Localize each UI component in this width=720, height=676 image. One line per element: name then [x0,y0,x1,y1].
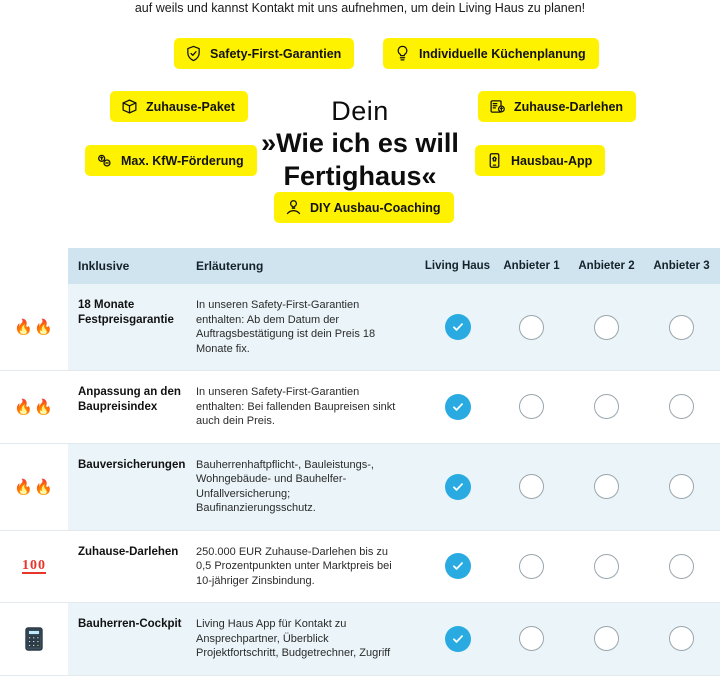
table-row [0,603,720,676]
anbieter-1-empty-circle [519,474,544,499]
table-row [0,444,720,531]
row-title-line-2: Festpreisgarantie [78,314,174,326]
anbieter-1-empty-circle [519,554,544,579]
row-title-line-1: Zuhause-Darlehen [78,545,179,558]
anbieter-3-empty-circle [669,394,694,419]
bank-coin-icon [489,98,506,115]
chip-label: Hausbau-App [511,153,593,168]
header-erlaeuterung: Erläuterung [196,259,264,273]
anbieter-2-empty-circle [594,626,619,651]
calculator-icon [25,627,43,651]
row-description: Bauherrenhaftpflicht-, Bauleistungs-, Wohngebäude- und Bauhelfer-Unfallversicherung; Baufinanzierungsschutz. [196,458,374,514]
header-anbieter-1: Anbieter 1 [503,260,560,272]
chip-label: Safety-First-Garantien [210,46,342,61]
row-title-line-1: Bauherren-Cockpit [78,618,182,630]
row-marker-icon: 🔥🔥 [0,444,68,530]
chip-label: Zuhause-Darlehen [514,99,624,114]
living-haus-check-icon [445,626,471,652]
chip-individuelle-kuechenplanung[interactable] [383,38,599,69]
intro-text: auf weils und kannst Kontakt mit uns aufnehmen, um dein Living Haus zu planen! [134,1,586,15]
hero-title-line-3: Fertighaus« [283,161,437,191]
chip-diy-ausbau-coaching[interactable] [274,192,454,223]
row-marker-icon: 🔥🔥 [0,284,68,370]
row-marker-icon [0,603,68,675]
anbieter-2-empty-circle [594,554,619,579]
smartphone-icon [486,152,503,169]
shield-check-icon [185,45,202,62]
anbieter-2-empty-circle [594,474,619,499]
row-description: Living Haus App für Kontakt zu Ansprechpartner, Überblick Projektfortschritt, Budgetrechner, Zugriff [196,618,391,659]
anbieter-3-empty-circle [669,315,694,340]
comparison-table [0,248,720,676]
table-row [0,371,720,444]
header-anbieter-2: Anbieter 2 [578,260,635,272]
hero-title-line-1: Dein [331,96,389,126]
chip-hausbau-app[interactable] [475,145,605,176]
living-haus-check-icon [445,314,471,340]
hero-section [0,20,720,235]
table-row [0,284,720,371]
header-inklusive: Inklusive [78,259,130,273]
anbieter-1-empty-circle [519,394,544,419]
table-header-row [68,248,720,284]
anbieter-3-empty-circle [669,554,694,579]
hundred-points-icon: 100 [22,557,46,573]
chip-zuhause-darlehen[interactable] [478,91,636,122]
anbieter-1-empty-circle [519,315,544,340]
lightbulb-icon [394,45,411,62]
chip-max-kfw-foerderung[interactable] [85,145,257,176]
row-description: In unseren Safety-First-Garantien enthalten: Ab dem Datum der Auftragsbestätigung ist dein Preis 18 Monate fix. [196,299,376,355]
anbieter-2-empty-circle [594,315,619,340]
chip-safety-first-garantien[interactable] [174,38,354,69]
row-marker-icon [0,531,68,603]
row-title-line-1: 18 Monate [78,299,135,311]
row-title-line-2: Baupreisindex [78,401,158,413]
hero-title-line-2: »Wie ich es will [261,128,459,158]
row-description: In unseren Safety-First-Garantien enthalten: Bei fallenden Baupreisen sinkt auch dein Preis. [196,386,396,427]
chip-zuhause-paket[interactable] [110,91,248,122]
anbieter-1-empty-circle [519,626,544,651]
row-title-line-1: Bauversicherungen [78,458,186,471]
living-haus-check-icon [445,474,471,500]
box-icon [121,98,138,115]
anbieter-3-empty-circle [669,474,694,499]
anbieter-2-empty-circle [594,394,619,419]
row-description: 250.000 EUR Zuhause-Darlehen bis zu 0,5 Prozentpunkten unter Marktpreis bei 10-jähriger Zinsbindung. [196,545,392,587]
anbieter-3-empty-circle [669,626,694,651]
chip-label: Max. KfW-Förderung [121,153,244,168]
living-haus-check-icon [445,553,471,579]
living-haus-check-icon [445,394,471,420]
chip-label: DIY Ausbau-Coaching [310,200,441,215]
row-marker-icon: 🔥🔥 [0,371,68,443]
header-living-haus: Living Haus [424,260,491,272]
coins-icon [96,152,113,169]
header-anbieter-3: Anbieter 3 [653,260,710,272]
hand-bulb-icon [285,199,302,216]
table-row [0,531,720,604]
row-title-line-1: Anpassung an den [78,386,181,398]
chip-label: Zuhause-Paket [146,99,235,114]
chip-label: Individuelle Küchenplanung [419,46,586,61]
